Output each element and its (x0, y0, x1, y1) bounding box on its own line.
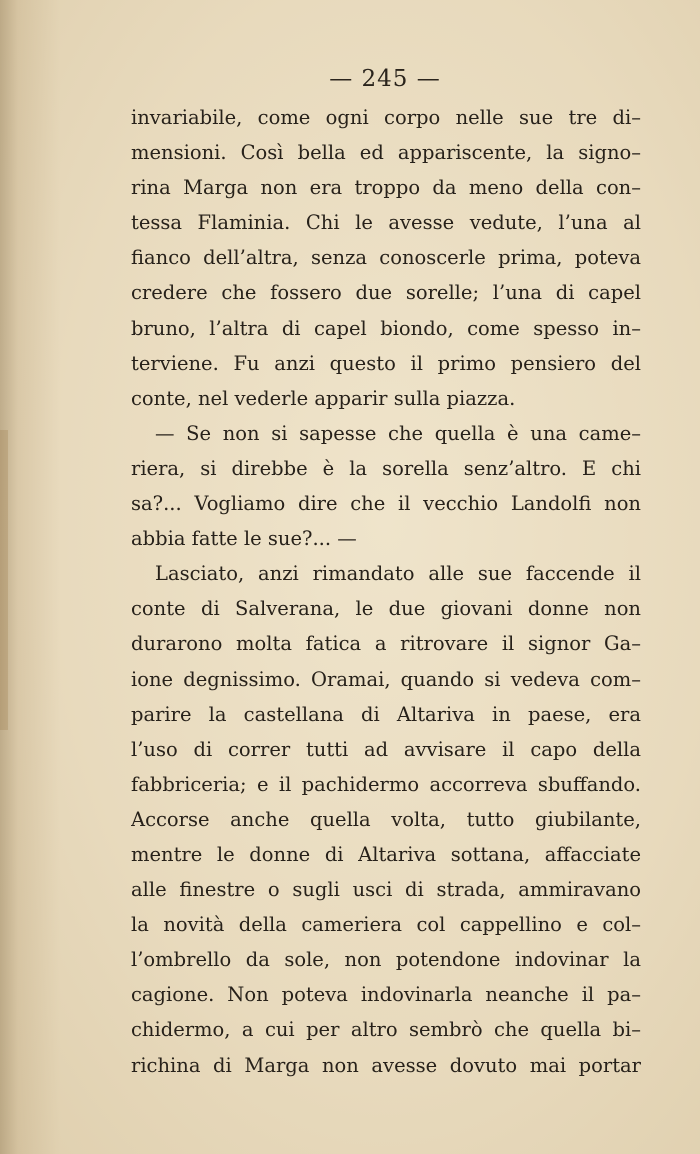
text-line: ione degnissimo. Oramai, quando si vedeva com– (131, 667, 641, 691)
text-line: riera, si direbbe è la sorella senz’altro. E chi (131, 456, 641, 480)
text-line: Lasciato, anzi rimandato alle sue faccende il (155, 562, 641, 586)
text-line: durarono molta fatica a ritrovare il signor Ga– (131, 632, 641, 656)
text-line: conte di Salverana, le due giovani donne non (131, 597, 641, 621)
text-line: bruno, l’altra di capel biondo, come spesso in– (131, 316, 641, 340)
text-line: fabbriceria; e il pachidermo accorreva sbuffando. (131, 772, 641, 796)
text-line: la novità della cameriera col cappellino e col– (131, 913, 641, 937)
text-line: conte, nel vederle apparir sulla piazza. (131, 386, 516, 410)
text-line: cagione. Non poteva indovinarla neanche il pa– (131, 983, 641, 1007)
text-line: terviene. Fu anzi questo il primo pensiero del (131, 351, 641, 375)
text-line: mentre le donne di Altariva sottana, affacciate (131, 842, 641, 866)
text-line: invariabile, come ogni corpo nelle sue tre di– (131, 106, 641, 129)
text-line: richina di Marga non avesse dovuto mai portar (131, 1053, 641, 1077)
text-line: credere che fossero due sorelle; l’una di capel (131, 281, 641, 305)
text-line: rina Marga non era troppo da meno della con– (131, 176, 641, 200)
text-line: l’uso di correr tutti ad avvisare il capo della (131, 737, 641, 761)
text-line: — Se non si sapesse che quella è una came– (155, 421, 641, 445)
text-line: l’ombrello da sole, non potendone indovinar la (131, 948, 641, 972)
text-line: tessa Flaminia. Chi le avesse vedute, l’una al (131, 211, 641, 235)
text-line: parire la castellana di Altariva in paese, era (131, 702, 641, 726)
text-line: alle finestre o sugli usci di strada, ammiravano (131, 878, 641, 902)
text-line: sa?... Vogliamo dire che il vecchio Landolfi non (131, 492, 641, 516)
text-line: mensioni. Così bella ed appariscente, la signo– (131, 141, 641, 165)
page-edge-shadow (0, 430, 8, 730)
text-line: chidermo, a cui per altro sembrò che quella bi– (131, 1018, 641, 1042)
text-line: abbia fatte le sue?... — (131, 527, 357, 551)
page-number: — 245 — (329, 66, 441, 92)
body-text (131, 100, 641, 1083)
text-line: Accorse anche quella volta, tutto giubilante, (131, 807, 641, 831)
text-line: fianco dell’altra, senza conoscerle prima, poteva (131, 246, 641, 270)
